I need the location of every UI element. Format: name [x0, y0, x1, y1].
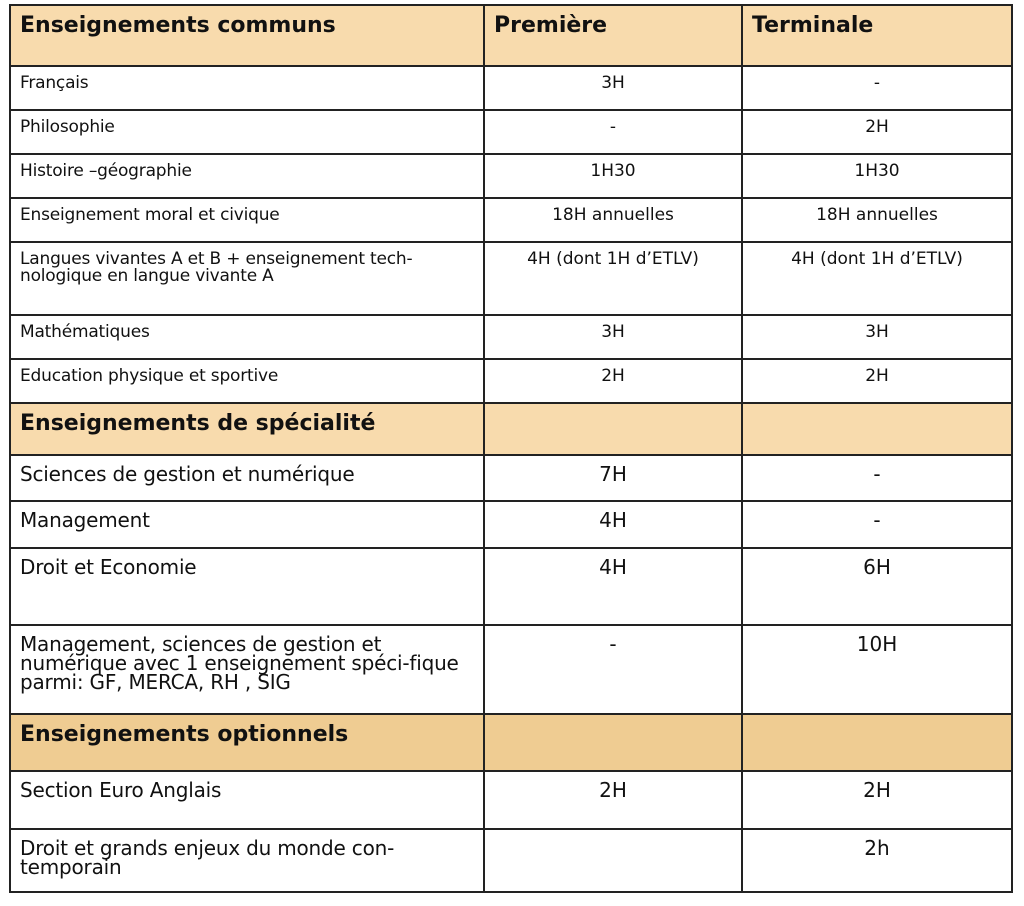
section-header-row-optionnels	[10, 714, 1012, 771]
table-row	[10, 501, 1012, 548]
premiere-hours: 3H	[601, 73, 625, 93]
premiere-hours: 18H annuelles	[552, 205, 674, 225]
subject-label: Enseignement moral et civique	[20, 205, 280, 225]
hours-table	[9, 4, 1013, 893]
table-row	[10, 548, 1012, 625]
terminale-hours: 2h	[864, 836, 890, 860]
empty-cell	[742, 403, 1012, 455]
section-header-row-specialite	[10, 403, 1012, 455]
table-row	[10, 625, 1012, 714]
premiere-hours: 2H	[599, 778, 627, 802]
table-header-row	[10, 5, 1012, 66]
premiere-hours: 2H	[601, 366, 625, 386]
header-cell-communs	[10, 5, 484, 66]
empty-cell	[484, 403, 742, 455]
table-row	[10, 315, 1012, 359]
subject-label: Section Euro Anglais	[20, 778, 222, 802]
section-title-communs: Enseignements communs	[20, 13, 336, 38]
terminale-hours: 2H	[863, 778, 891, 802]
subject-label: Langues vivantes A et B + enseignement tech-nologique en langue vivante A	[20, 249, 413, 286]
table-row	[10, 154, 1012, 198]
terminale-hours: -	[873, 462, 881, 486]
empty-cell	[742, 714, 1012, 771]
premiere-hours: 4H	[599, 508, 627, 532]
subject-label: Droit et grands enjeux du monde con-temporain	[20, 836, 395, 879]
terminale-hours: 3H	[865, 322, 889, 342]
table-row	[10, 110, 1012, 154]
terminale-hours: 2H	[865, 366, 889, 386]
subject-label: Management	[20, 508, 150, 532]
table-row	[10, 455, 1012, 501]
premiere-hours: 3H	[601, 322, 625, 342]
table-row	[10, 242, 1012, 315]
table-row	[10, 66, 1012, 110]
subject-label: Mathématiques	[20, 322, 150, 342]
header-cell-premiere	[484, 5, 742, 66]
terminale-hours: 6H	[863, 555, 891, 579]
table-row	[10, 829, 1012, 892]
terminale-hours: 4H (dont 1H d’ETLV)	[791, 249, 963, 269]
subject-label: Sciences de gestion et numérique	[20, 462, 355, 486]
premiere-hours	[485, 830, 741, 839]
premiere-hours: 4H	[599, 555, 627, 579]
subject-label: Philosophie	[20, 117, 115, 137]
terminale-hours: -	[873, 508, 881, 532]
subject-label: Histoire –géographie	[20, 161, 192, 181]
section-title-optionnels: Enseignements optionnels	[20, 722, 349, 747]
empty-cell	[484, 714, 742, 771]
table-row	[10, 359, 1012, 403]
subject-label: Français	[20, 73, 89, 93]
subject-label: Droit et Economie	[20, 555, 197, 579]
section-title-specialite: Enseignements de spécialité	[20, 411, 376, 436]
terminale-hours: -	[873, 73, 881, 93]
terminale-hours: 10H	[856, 632, 898, 656]
subject-label: Education physique et sportive	[20, 366, 279, 386]
premiere-hours: -	[609, 632, 617, 656]
premiere-hours: 7H	[599, 462, 627, 486]
column-header-premiere: Première	[494, 13, 608, 38]
premiere-hours: 4H (dont 1H d’ETLV)	[527, 249, 699, 269]
table-row	[10, 771, 1012, 829]
terminale-hours: 1H30	[854, 161, 900, 181]
terminale-hours: 18H annuelles	[816, 205, 938, 225]
table-row	[10, 198, 1012, 242]
terminale-hours: 2H	[865, 117, 889, 137]
column-header-terminale: Terminale	[752, 13, 874, 38]
subject-label: Management, sciences de gestion et numérique avec 1 enseignement spéci-fique parmi: GF, MERCA, RH , SIG	[20, 632, 459, 694]
premiere-hours: -	[609, 117, 617, 137]
header-cell-terminale	[742, 5, 1012, 66]
premiere-hours: 1H30	[590, 161, 636, 181]
